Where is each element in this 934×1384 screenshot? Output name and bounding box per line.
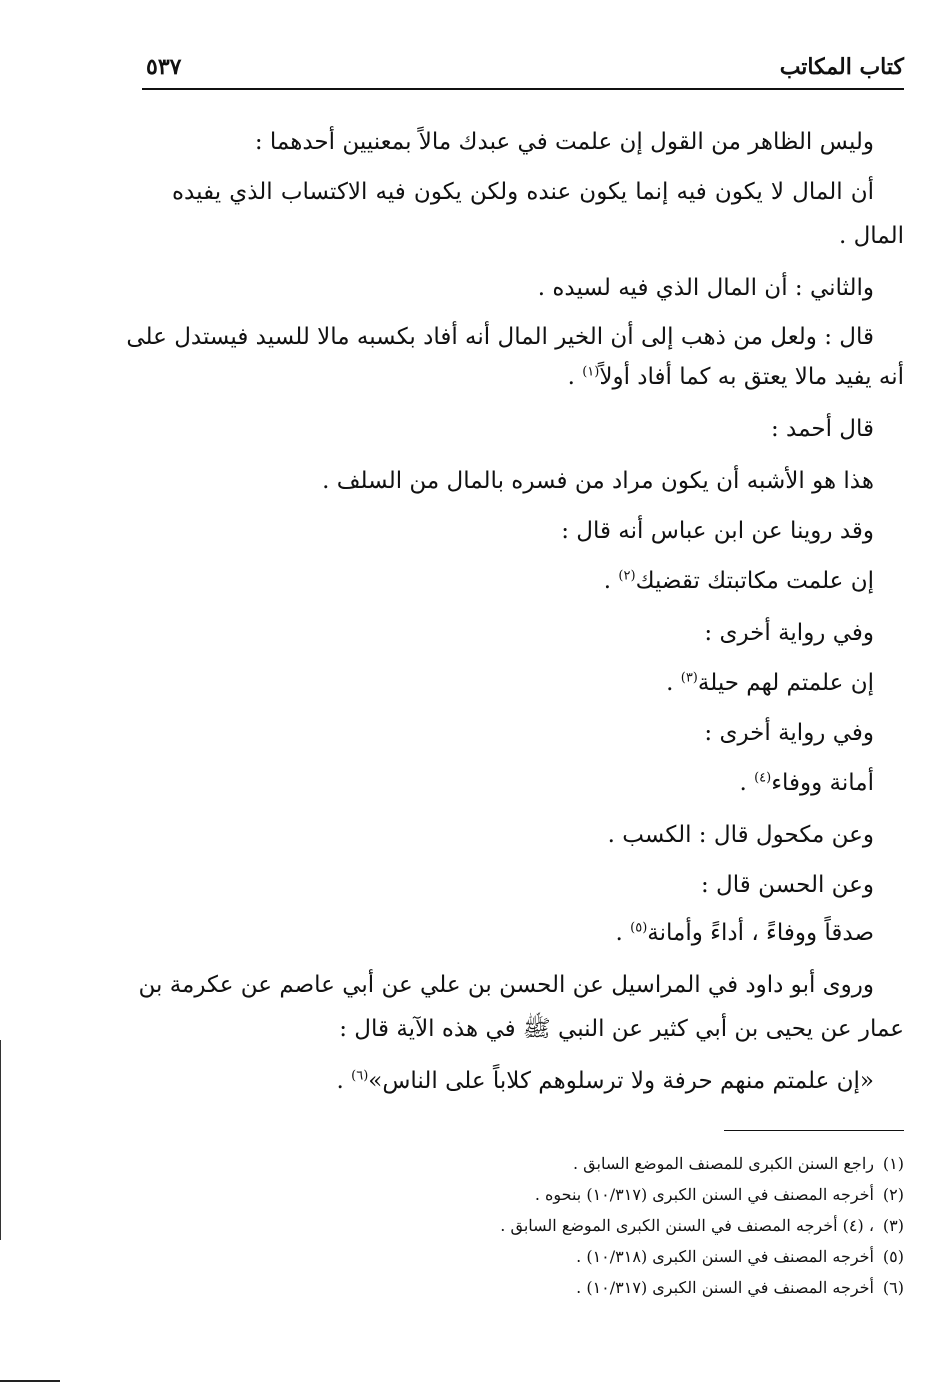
footnote-ref-2: (٢) bbox=[618, 568, 636, 584]
footnote-1 bbox=[573, 1152, 904, 1176]
text-line-3: المال . bbox=[838, 223, 904, 249]
footnote-ref-4: (٤) bbox=[754, 770, 772, 786]
text-line-20 bbox=[337, 1066, 875, 1096]
text-line-14 bbox=[739, 768, 874, 798]
text-line-18: وروى أبو داود في المراسيل عن الحسن بن علي عن أبي عاصم عن عكرمة بن bbox=[138, 972, 874, 998]
footnote-number: (٥) bbox=[882, 1247, 904, 1266]
text-line-17 bbox=[616, 918, 874, 948]
text-line-8: هذا هو الأشبه أن يكون مراد من فسره بالمال من السلف . bbox=[322, 468, 874, 494]
footnote-5 bbox=[576, 1276, 904, 1300]
footnote-text: راجع السنن الكبرى للمصنف الموضع السابق . bbox=[572, 1154, 874, 1173]
text-line-12-body: إن علمتم لهم حيلة bbox=[697, 670, 874, 696]
footnote-text: ، (٤) أخرجه المصنف في السنن الكبرى الموضع السابق . bbox=[500, 1216, 874, 1235]
footnote-text: أخرجه المصنف في السنن الكبرى (١٠/٣١٨) . bbox=[576, 1247, 874, 1266]
text-line-14-end: . bbox=[739, 770, 755, 796]
text-line-19: عمار عن يحيى بن أبي كثير عن النبي ﷺ في هذه الآية قال : bbox=[339, 1016, 904, 1042]
footnote-number: (٦) bbox=[882, 1278, 904, 1297]
footnote-2 bbox=[535, 1183, 904, 1207]
footnote-4 bbox=[576, 1245, 904, 1269]
text-line-10-end: . bbox=[603, 568, 619, 594]
scan-margin-edge bbox=[0, 1040, 1, 1240]
text-line-11: وفي رواية أخرى : bbox=[704, 620, 874, 646]
text-line-10-body: إن علمت مكاتبتك تقضيك bbox=[635, 568, 874, 594]
text-line-7: قال أحمد : bbox=[770, 416, 874, 442]
footnote-text: أخرجه المصنف في السنن الكبرى (١٠/٣١٧) . bbox=[576, 1278, 874, 1297]
footnote-number: (٢) bbox=[882, 1185, 904, 1204]
text-line-10 bbox=[604, 566, 874, 596]
text-line-20-body: «إن علمتم منهم حرفة ولا ترسلوهم كلاباً على الناس» bbox=[368, 1068, 874, 1094]
text-line-2: أن المال لا يكون فيه إنما يكون عنده ولكن يكون فيه الاكتساب الذي يفيده bbox=[172, 179, 874, 205]
text-line-6 bbox=[568, 362, 904, 392]
text-line-6-body: أنه يفيد مالا يعتق به كما أفاد أولاً bbox=[599, 364, 904, 390]
footnote-ref-1: (١) bbox=[582, 364, 600, 380]
text-line-16: وعن الحسن قال : bbox=[700, 872, 874, 898]
chapter-title: كتاب المكاتب bbox=[779, 54, 904, 80]
text-line-12-end: . bbox=[666, 670, 681, 696]
page-number: ٥٣٧ bbox=[146, 54, 182, 80]
scan-bottom-mark bbox=[0, 1380, 60, 1382]
page-header bbox=[142, 52, 904, 90]
text-line-13: وفي رواية أخرى : bbox=[704, 720, 874, 746]
footnote-ref-6: (٦) bbox=[351, 1068, 369, 1084]
text-line-14-body: أمانة ووفاء bbox=[771, 770, 874, 796]
text-line-9: وقد روينا عن ابن عباس أنه قال : bbox=[561, 518, 874, 544]
text-line-20-end: . bbox=[336, 1068, 352, 1094]
text-line-17-end: . bbox=[615, 920, 631, 946]
footnote-3 bbox=[500, 1214, 904, 1238]
text-line-15: وعن مكحول قال : الكسب . bbox=[607, 822, 874, 848]
text-line-5: قال : ولعل من ذهب إلى أن الخير المال أنه أفاد بكسبه مالا للسيد فيستدل على bbox=[126, 324, 874, 350]
text-line-6-end: . bbox=[567, 364, 583, 390]
footnote-divider bbox=[724, 1130, 904, 1131]
footnote-number: (٣) bbox=[882, 1216, 904, 1235]
footnote-ref-5: (٥) bbox=[630, 920, 648, 936]
footnote-text: أخرجه المصنف في السنن الكبرى (١٠/٣١٧) بنحوه . bbox=[534, 1185, 874, 1204]
text-line-12 bbox=[666, 668, 874, 698]
text-line-1: وليس الظاهر من القول إن علمت في عبدك مالاً بمعنيين أحدهما : bbox=[254, 129, 874, 155]
text-line-17-body: صدقاً ووفاءً ، أداءً وأمانة bbox=[647, 920, 874, 946]
footnote-ref-3: (٣) bbox=[680, 670, 698, 686]
footnote-number: (١) bbox=[882, 1154, 904, 1173]
text-line-4: والثاني : أن المال الذي فيه لسيده . bbox=[537, 275, 874, 301]
